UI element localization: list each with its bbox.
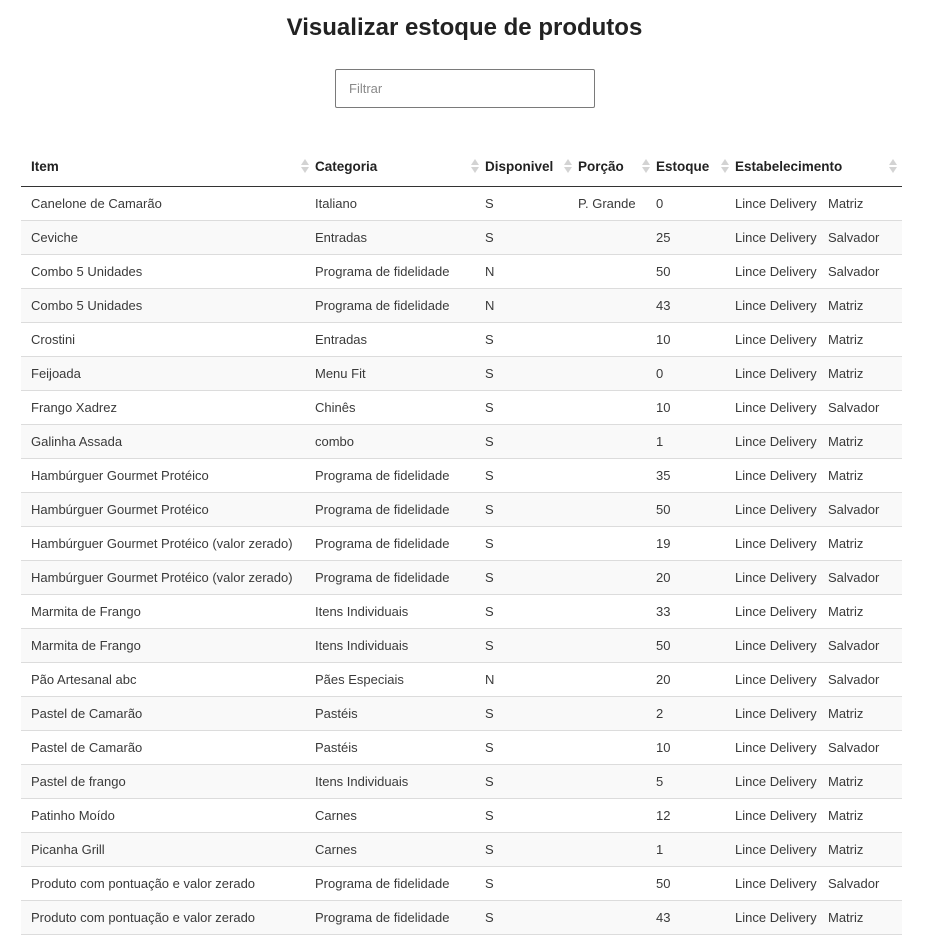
cell-estabelecimento (734, 798, 902, 832)
cell-categoria: Entradas (315, 229, 368, 245)
cell-item: Frango Xadrez (31, 399, 117, 415)
cell-estabelecimento (734, 628, 902, 662)
cell-porcao (577, 900, 655, 934)
cell-porcao (577, 356, 655, 390)
cell-estabelecimento (734, 594, 902, 628)
cell-disponivel: S (485, 807, 494, 823)
estabelecimento-name: Lince Delivery (735, 909, 817, 925)
cell-disponivel: S (485, 841, 494, 857)
unidade-name: Matriz (828, 535, 864, 551)
cell-item: Produto com pontuação e valor zerado (31, 875, 256, 891)
cell-categoria: Programa de fidelidade (315, 263, 450, 279)
column-header-estabelecimento[interactable] (734, 148, 902, 186)
cell-item: Marmita de Frango (31, 603, 141, 619)
cell-estabelecimento (734, 696, 902, 730)
table-row (21, 900, 902, 934)
unidade-name: Salvador (828, 671, 880, 687)
estabelecimento-name: Lince Delivery (735, 671, 817, 687)
table-row (21, 220, 902, 254)
cell-categoria: Menu Fit (315, 365, 366, 381)
cell-item: Hambúrguer Gourmet Protéico (valor zerado) (31, 569, 293, 585)
table-row (21, 288, 902, 322)
cell-disponivel: S (485, 399, 494, 415)
estabelecimento-name: Lince Delivery (735, 569, 817, 585)
column-header-estoque[interactable] (655, 148, 734, 186)
cell-estoque: 43 (656, 297, 671, 313)
unidade-name: Matriz (828, 331, 864, 347)
cell-porcao (577, 594, 655, 628)
cell-estoque: 5 (656, 773, 664, 789)
cell-estabelecimento (734, 866, 902, 900)
table-row (21, 696, 902, 730)
cell-item: Hambúrguer Gourmet Protéico (valor zerado) (31, 535, 293, 551)
cell-estoque: 25 (656, 229, 671, 245)
unidade-name: Matriz (828, 365, 864, 381)
table-body (21, 186, 902, 934)
cell-item: Produto com pontuação e valor zerado (31, 909, 256, 925)
cell-estoque: 10 (656, 399, 671, 415)
column-header-label: Disponivel (485, 159, 554, 175)
sort-arrows-icon[interactable] (564, 159, 572, 175)
table-row (21, 254, 902, 288)
cell-porcao (577, 696, 655, 730)
cell-disponivel: S (485, 739, 494, 755)
cell-estoque: 50 (656, 263, 671, 279)
column-header-disponivel[interactable] (484, 148, 577, 186)
cell-disponivel: S (485, 195, 494, 211)
cell-estabelecimento (734, 492, 902, 526)
column-header-label: Item (31, 159, 59, 175)
column-header-label: Estabelecimento (735, 159, 843, 175)
cell-estabelecimento (734, 322, 902, 356)
cell-porcao (577, 220, 655, 254)
sort-arrows-icon[interactable] (471, 159, 479, 175)
cell-item: Crostini (31, 331, 76, 347)
unidade-name: Salvador (828, 501, 880, 517)
column-header-label: Estoque (656, 159, 710, 175)
estabelecimento-name: Lince Delivery (735, 331, 817, 347)
unidade-name: Salvador (828, 263, 880, 279)
unidade-name: Matriz (828, 603, 864, 619)
table-row (21, 764, 902, 798)
cell-categoria: Pastéis (315, 739, 358, 755)
cell-disponivel: N (485, 263, 495, 279)
cell-categoria: Programa de fidelidade (315, 535, 450, 551)
cell-estoque: 20 (656, 569, 671, 585)
cell-disponivel: S (485, 569, 494, 585)
unidade-name: Matriz (828, 773, 864, 789)
cell-categoria: Programa de fidelidade (315, 501, 450, 517)
cell-estabelecimento (734, 764, 902, 798)
table-row (21, 458, 902, 492)
estabelecimento-name: Lince Delivery (735, 603, 817, 619)
estabelecimento-name: Lince Delivery (735, 263, 817, 279)
cell-porcao (577, 458, 655, 492)
table-row (21, 866, 902, 900)
unidade-name: Salvador (828, 399, 880, 415)
sort-arrows-icon[interactable] (301, 159, 309, 175)
cell-disponivel: N (485, 297, 495, 313)
cell-disponivel: S (485, 875, 494, 891)
cell-categoria: Entradas (315, 331, 368, 347)
cell-categoria: combo (315, 433, 355, 449)
cell-estabelecimento (734, 900, 902, 934)
cell-estabelecimento (734, 832, 902, 866)
cell-estabelecimento (734, 390, 902, 424)
estabelecimento-name: Lince Delivery (735, 739, 817, 755)
cell-disponivel: S (485, 331, 494, 347)
unidade-name: Matriz (828, 433, 864, 449)
table-row (21, 492, 902, 526)
cell-disponivel: S (485, 467, 494, 483)
cell-porcao (577, 254, 655, 288)
cell-categoria: Programa de fidelidade (315, 467, 450, 483)
cell-item: Ceviche (31, 229, 78, 245)
sort-arrows-icon[interactable] (889, 159, 897, 175)
cell-estoque: 50 (656, 875, 671, 891)
cell-estoque: 50 (656, 501, 671, 517)
sort-arrows-icon[interactable] (642, 159, 650, 175)
estabelecimento-name: Lince Delivery (735, 705, 817, 721)
cell-estoque: 50 (656, 637, 671, 653)
cell-estabelecimento (734, 254, 902, 288)
cell-categoria: Pães Especiais (315, 671, 404, 687)
table-row (21, 390, 902, 424)
cell-estoque: 35 (656, 467, 671, 483)
cell-item: Combo 5 Unidades (31, 297, 143, 313)
cell-estoque: 0 (656, 195, 664, 211)
unidade-name: Matriz (828, 467, 864, 483)
cell-disponivel: S (485, 909, 494, 925)
cell-porcao (577, 730, 655, 764)
unidade-name: Salvador (828, 569, 880, 585)
cell-disponivel: S (485, 501, 494, 517)
cell-porcao (577, 322, 655, 356)
unidade-name: Matriz (828, 297, 864, 313)
column-header-categoria[interactable] (314, 148, 484, 186)
table-row (21, 526, 902, 560)
cell-categoria: Itens Individuais (315, 637, 409, 653)
cell-estoque: 1 (656, 433, 664, 449)
cell-categoria: Itens Individuais (315, 773, 409, 789)
cell-estabelecimento (734, 220, 902, 254)
column-header-label: Categoria (315, 159, 378, 175)
cell-porcao: P. Grande (578, 195, 636, 211)
cell-porcao (577, 764, 655, 798)
estabelecimento-name: Lince Delivery (735, 875, 817, 891)
page-title: Visualizar estoque de produtos (286, 14, 643, 41)
cell-disponivel: S (485, 365, 494, 381)
cell-porcao (577, 628, 655, 662)
cell-item: Picanha Grill (31, 841, 105, 857)
cell-porcao (577, 560, 655, 594)
cell-estabelecimento (734, 458, 902, 492)
unidade-name: Salvador (828, 229, 880, 245)
estabelecimento-name: Lince Delivery (735, 467, 817, 483)
cell-porcao (577, 424, 655, 458)
table-row (21, 730, 902, 764)
unidade-name: Matriz (828, 841, 864, 857)
table-row (21, 186, 902, 220)
cell-porcao (577, 390, 655, 424)
cell-disponivel: N (485, 671, 495, 687)
column-header-item[interactable] (21, 148, 314, 186)
cell-estoque: 2 (656, 705, 664, 721)
unidade-name: Salvador (828, 739, 880, 755)
table-row (21, 322, 902, 356)
unidade-name: Matriz (828, 195, 864, 211)
table-row (21, 356, 902, 390)
cell-item: Feijoada (31, 365, 81, 381)
estabelecimento-name: Lince Delivery (735, 637, 817, 653)
cell-categoria: Programa de fidelidade (315, 569, 450, 585)
cell-estoque: 19 (656, 535, 671, 551)
table-row (21, 798, 902, 832)
cell-estoque: 12 (656, 807, 671, 823)
table-row (21, 424, 902, 458)
cell-categoria: Chinês (315, 399, 356, 415)
estabelecimento-name: Lince Delivery (735, 365, 817, 381)
unidade-name: Matriz (828, 807, 864, 823)
estabelecimento-name: Lince Delivery (735, 297, 817, 313)
cell-estoque: 20 (656, 671, 671, 687)
cell-estabelecimento (734, 186, 902, 220)
filter-input[interactable] (335, 69, 595, 108)
table-row (21, 594, 902, 628)
cell-estoque: 0 (656, 365, 664, 381)
table-row (21, 832, 902, 866)
table-header (21, 148, 902, 186)
cell-item: Patinho Moído (31, 807, 115, 823)
cell-categoria: Carnes (315, 807, 357, 823)
cell-estoque: 43 (656, 909, 671, 925)
stock-table (21, 148, 902, 935)
unidade-name: Salvador (828, 637, 880, 653)
cell-estabelecimento (734, 662, 902, 696)
cell-estoque: 33 (656, 603, 671, 619)
cell-item: Hambúrguer Gourmet Protéico (31, 467, 209, 483)
cell-item: Pastel de Camarão (31, 705, 143, 721)
cell-estabelecimento (734, 356, 902, 390)
estabelecimento-name: Lince Delivery (735, 195, 817, 211)
cell-estabelecimento (734, 288, 902, 322)
table-row (21, 560, 902, 594)
cell-categoria: Pastéis (315, 705, 358, 721)
cell-categoria: Carnes (315, 841, 357, 857)
estabelecimento-name: Lince Delivery (735, 229, 817, 245)
table-row (21, 628, 902, 662)
unidade-name: Salvador (828, 875, 880, 891)
cell-estoque: 10 (656, 331, 671, 347)
estabelecimento-name: Lince Delivery (735, 841, 817, 857)
estabelecimento-name: Lince Delivery (735, 399, 817, 415)
cell-disponivel: S (485, 603, 494, 619)
cell-item: Galinha Assada (31, 433, 123, 449)
cell-estabelecimento (734, 424, 902, 458)
cell-categoria: Italiano (315, 195, 357, 211)
cell-estabelecimento (734, 730, 902, 764)
estabelecimento-name: Lince Delivery (735, 807, 817, 823)
cell-disponivel: S (485, 705, 494, 721)
cell-disponivel: S (485, 433, 494, 449)
cell-item: Pão Artesanal abc (31, 671, 137, 687)
cell-porcao (577, 798, 655, 832)
sort-arrows-icon[interactable] (721, 159, 729, 175)
cell-item: Marmita de Frango (31, 637, 141, 653)
column-header-porcao[interactable] (577, 148, 655, 186)
unidade-name: Matriz (828, 909, 864, 925)
cell-estoque: 10 (656, 739, 671, 755)
column-header-label: Porção (578, 159, 624, 175)
cell-item: Combo 5 Unidades (31, 263, 143, 279)
unidade-name: Matriz (828, 705, 864, 721)
cell-estabelecimento (734, 526, 902, 560)
cell-porcao (577, 832, 655, 866)
cell-disponivel: S (485, 229, 494, 245)
table-row (21, 662, 902, 696)
estabelecimento-name: Lince Delivery (735, 501, 817, 517)
cell-porcao (577, 662, 655, 696)
estabelecimento-name: Lince Delivery (735, 773, 817, 789)
cell-estabelecimento (734, 560, 902, 594)
cell-item: Canelone de Camarão (31, 195, 162, 211)
estabelecimento-name: Lince Delivery (735, 433, 817, 449)
cell-disponivel: S (485, 773, 494, 789)
cell-categoria: Itens Individuais (315, 603, 409, 619)
cell-estoque: 1 (656, 841, 664, 857)
cell-item: Hambúrguer Gourmet Protéico (31, 501, 209, 517)
cell-porcao (577, 492, 655, 526)
cell-categoria: Programa de fidelidade (315, 297, 450, 313)
cell-categoria: Programa de fidelidade (315, 909, 450, 925)
cell-disponivel: S (485, 637, 494, 653)
cell-porcao (577, 288, 655, 322)
cell-item: Pastel de frango (31, 773, 126, 789)
cell-item: Pastel de Camarão (31, 739, 143, 755)
cell-disponivel: S (485, 535, 494, 551)
estabelecimento-name: Lince Delivery (735, 535, 817, 551)
cell-porcao (577, 866, 655, 900)
cell-categoria: Programa de fidelidade (315, 875, 450, 891)
cell-porcao (577, 526, 655, 560)
